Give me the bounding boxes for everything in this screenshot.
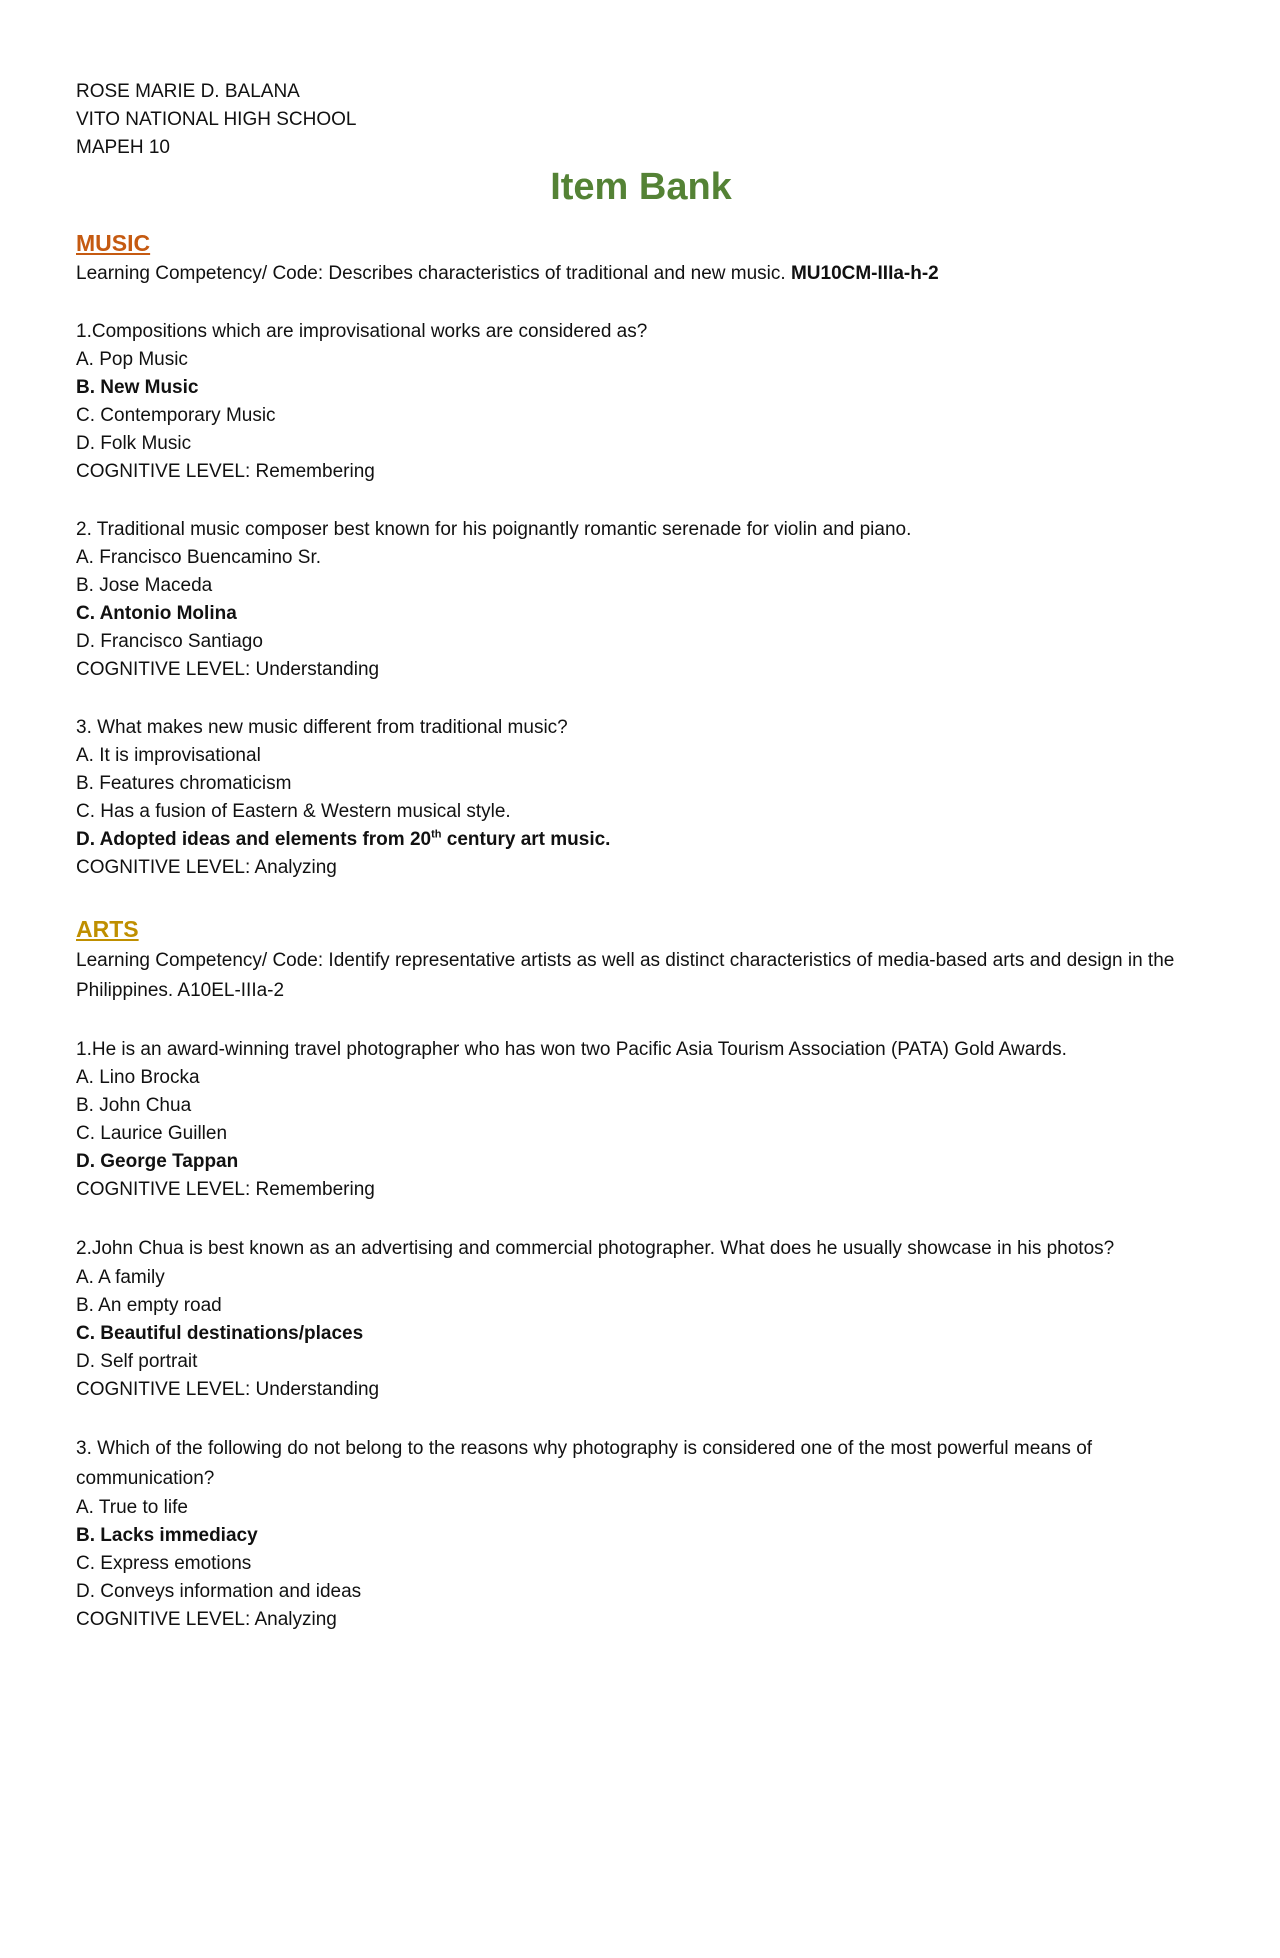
arts-q1-option-b: B. John Chua (76, 1095, 192, 1116)
music-q3-question: 3. What makes new music different from traditional music? (76, 717, 568, 738)
arts-q3-option-a: A. True to life (76, 1497, 188, 1518)
arts-competency: Learning Competency/ Code: Identify representative artists as well as distinct characteristics of media-based arts and design in the Philippines. A10EL-IIIa-2 (76, 950, 1175, 1001)
music-q1-option-b-answer: B. New Music (76, 377, 199, 398)
music-q1-question: 1.Compositions which are improvisational works are considered as? (76, 321, 648, 342)
document-body (76, 78, 1206, 1634)
music-competency-text: Learning Competency/ Code: Describes characteristics of traditional and new music. (76, 263, 786, 284)
arts-q2-question: 2.John Chua is best known as an advertising and commercial photographer. What does he usually showcase in his photos? (76, 1238, 1115, 1259)
music-q2-level: COGNITIVE LEVEL: Understanding (76, 659, 380, 680)
arts-q1-level: COGNITIVE LEVEL: Remembering (76, 1179, 375, 1200)
music-q2-option-a: A. Francisco Buencamino Sr. (76, 547, 321, 568)
music-q2-option-b: B. Jose Maceda (76, 575, 213, 596)
arts-q1-option-a: A. Lino Brocka (76, 1067, 200, 1088)
music-q3-option-d-answer (76, 826, 1206, 854)
music-q3-option-d-rest: century art music. (441, 829, 611, 850)
arts-q3-option-b-answer: B. Lacks immediacy (76, 1525, 258, 1546)
arts-q1-option-d-answer: D. George Tappan (76, 1151, 239, 1172)
arts-q1-option-c: C. Laurice Guillen (76, 1123, 228, 1144)
music-q1-option-d: D. Folk Music (76, 433, 192, 454)
music-q2-option-d: D. Francisco Santiago (76, 631, 263, 652)
music-q3-level: COGNITIVE LEVEL: Analyzing (76, 857, 337, 878)
arts-q1-question: 1.He is an award-winning travel photographer who has won two Pacific Asia Tourism Association (PATA) Gold Awards. (76, 1039, 1067, 1060)
arts-q2-option-a: A. A family (76, 1267, 165, 1288)
music-competency-code: MU10CM-IIIa-h-2 (790, 263, 939, 284)
music-q2-question: 2. Traditional music composer best known for his poignantly romantic serenade for violin and piano. (76, 519, 912, 540)
music-q3-option-d-superscript: th (431, 828, 442, 841)
music-q1-option-a: A. Pop Music (76, 349, 188, 370)
arts-q3-option-d: D. Conveys information and ideas (76, 1581, 362, 1602)
arts-q2-option-c-answer: C. Beautiful destinations/places (76, 1323, 364, 1344)
music-q2-option-c-answer: C. Antonio Molina (76, 603, 237, 624)
arts-q3-level: COGNITIVE LEVEL: Analyzing (76, 1609, 337, 1630)
document-title: Item Bank (550, 166, 732, 208)
music-q1-option-c: C. Contemporary Music (76, 405, 276, 426)
arts-q2-option-d: D. Self portrait (76, 1351, 198, 1372)
music-q3-option-d-text: D. Adopted ideas and elements from 20 (76, 829, 432, 850)
school-name: VITO NATIONAL HIGH SCHOOL (76, 109, 357, 130)
author-name: ROSE MARIE D. BALANA (76, 81, 300, 102)
music-q3-option-c: C. Has a fusion of Eastern & Western musical style. (76, 801, 511, 822)
music-q3-option-a: A. It is improvisational (76, 745, 261, 766)
arts-q3-question: 3. Which of the following do not belong to the reasons why photography is considered one of the most powerful means of communication? (76, 1438, 1093, 1489)
music-heading: MUSIC (76, 230, 151, 256)
arts-q3-option-c: C. Express emotions (76, 1553, 252, 1574)
arts-heading: ARTS (76, 916, 139, 942)
music-q3-option-b: B. Features chromaticism (76, 773, 292, 794)
arts-q2-option-b: B. An empty road (76, 1295, 222, 1316)
music-competency (76, 260, 1206, 288)
music-q1-level: COGNITIVE LEVEL: Remembering (76, 461, 375, 482)
arts-q2-level: COGNITIVE LEVEL: Understanding (76, 1379, 380, 1400)
subject-name: MAPEH 10 (76, 137, 170, 158)
